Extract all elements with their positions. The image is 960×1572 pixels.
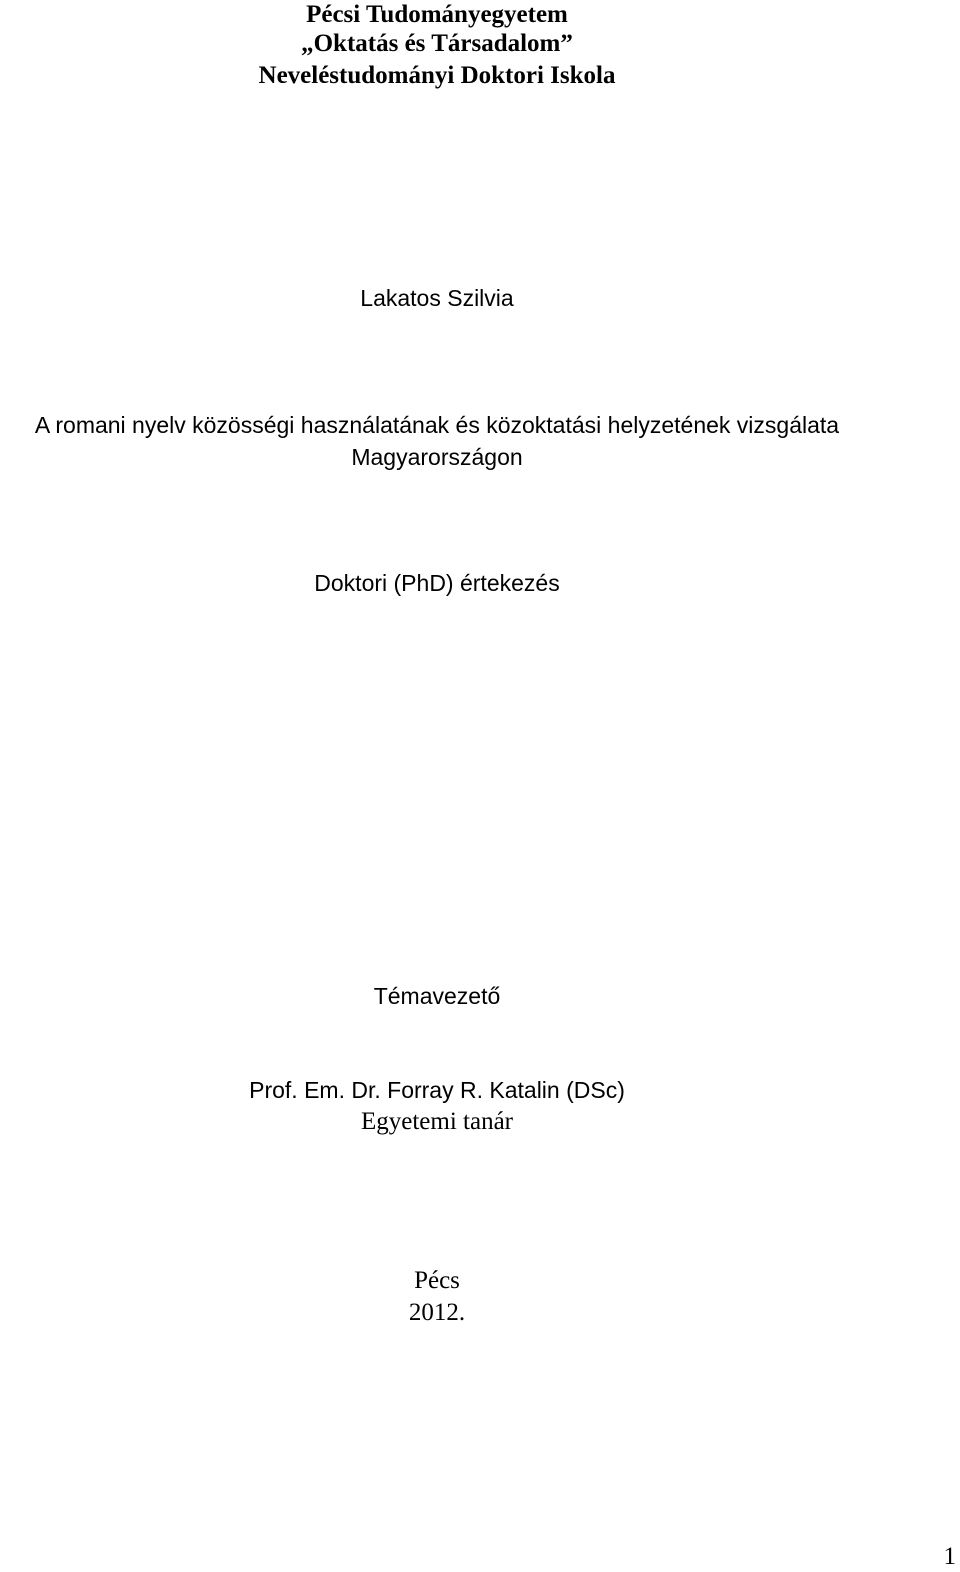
place: Pécs bbox=[414, 1267, 460, 1294]
page-number: 1 bbox=[943, 1543, 956, 1570]
university-name: Pécsi Tudományegyetem bbox=[306, 1, 568, 28]
program-name: „Oktatás és Társadalom” bbox=[301, 30, 573, 57]
dissertation-title-line-2: Magyarországon bbox=[351, 444, 523, 470]
year: 2012. bbox=[408, 1299, 466, 1326]
supervisor-position: Egyetemi tanár bbox=[360, 1108, 513, 1135]
supervisor-name: Prof. Em. Dr. Forray R. Katalin (DSc) bbox=[249, 1077, 625, 1103]
author-name: Lakatos Szilvia bbox=[360, 285, 514, 311]
doctoral-school-name: Neveléstudományi Doktori Iskola bbox=[258, 62, 616, 89]
document-type: Doktori (PhD) értekezés bbox=[314, 570, 560, 596]
dissertation-title-line-1: A romani nyelv közösségi használatának és közoktatási helyzetének vizsgálata bbox=[34, 412, 840, 438]
supervisor-label: Témavezető bbox=[373, 983, 501, 1009]
